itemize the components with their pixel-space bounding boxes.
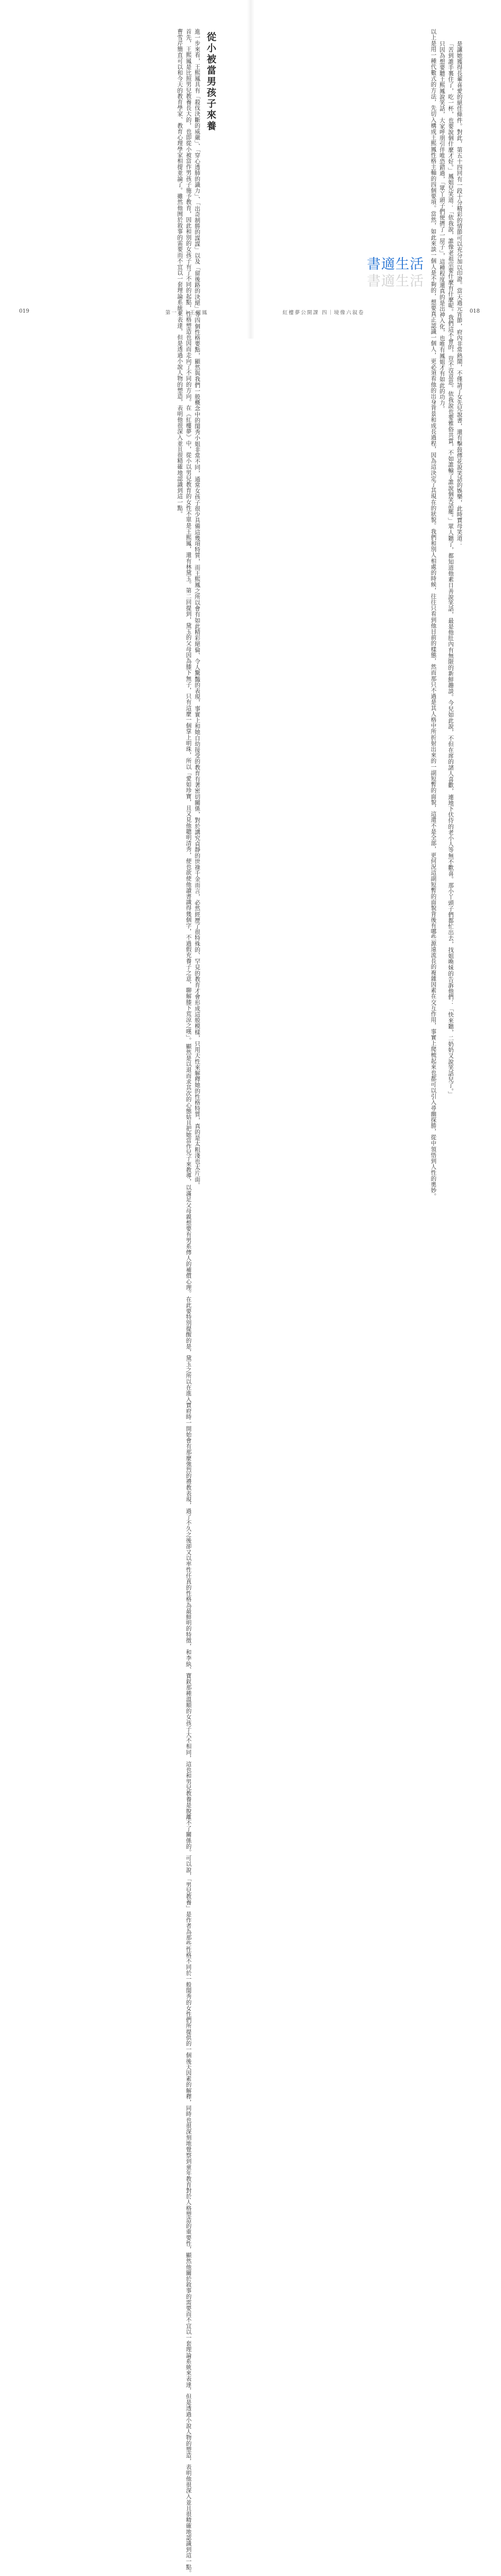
- right-body-quote: 「苦到誰手裏住了，吃一杯，也要說個什麼才好。」鳳姐兒笑道：「依我說，誰像老祖宗要什麼有什麼呢。我們這不會的，豈不沒意思。依我說也要雅俗共賞，不如誰輸了誰說個笑話罷。」眾人聽了，都知道他素日善說笑話，最是他肚內有無限的新鮮趣談。今兒如此說，不但在席的諸人喜歡，連地下伏侍的老小人等無不歡喜。那小丫頭子們都忙出去，找姐喚妹的告訴他們：「快來聽，二奶奶又說笑話兒了。」: [447, 41, 454, 1097]
- left-running-head: 第一章｜王熙鳳: [165, 310, 208, 316]
- right-page-number: 018: [469, 308, 480, 314]
- watermark-line-primary: 書適生活: [367, 256, 425, 272]
- left-page: [0, 0, 250, 2576]
- right-running-head: 紅樓夢公開課 四｜境像六叙卷: [283, 310, 365, 316]
- right-body-before-quote: 是讓她獲得長輩喜愛的絕佳條件。對此，第五十四回有一段十分精彩的情節可以充分加以印證。當天過元宵節，府內非常熱鬧，不僅請了女先兒說書，還有擊鼓傳花說笑話的娛樂，此時賈母笑道：: [456, 41, 463, 547]
- watermark-line-faded: 書適生活: [367, 273, 425, 289]
- section-title: 從小被當男孩子來養: [205, 32, 216, 132]
- left-page-number: 019: [19, 308, 30, 314]
- watermark-logo: [367, 253, 425, 301]
- left-page-body: 進一步來看，王熙鳳具有「殺伐決斷的威嚴」、「穿心透肺的識力」、「出奇制勝的謀謀」以及「留後路的決絕」等四個性格要點，顯然與我們一般概念中的閨秀小姐非常不同，通常女孩子很少具備這幾項特質，而王熙鳳之所以會有如此精彩絕倫、令人驚豔的表現，事實上和她自幼接受的教育有著密切關係，對於講究貞靜的世祿千金而言，必然經歷了很特殊的、罕見的教育才會形成這般模樣，只用天性來解釋她的性格特質，真的是太粗淺也太片面。 首先，王熙鳳是比照男兒教養長大的，也即從小被當作男孩子施予教育，因此和別的女孩子有了不同的起點，性格塑造也因而走向了不同的方向。在《紅樓夢》中，從小以男兒教育的女性不單是王熙鳳，還有林黛玉。第二回提到，黛玉的父母因為膝下無子，只有這麼一個掌上明珠，所以「愛如珍寶，且又見他聰明清秀，便也欲使他讀書識得幾個字，不過假充養子之意，聊解膝下荒涼之嘆」。顯然是以退而求其次的心態姑且把她當作兒子來教導，以滿足父母親想要有男系傳人的補償心理。在此要特別提醒的是，黛玉之所以在進入賈府時一開始會有那麼強烈的禮教表現，過了不久之後卻又以率性任真的性格為最鮮明的特徵，和李紈、寶釵那種溫順的女孩子大不相同，這也和男兒教養是脫離不了關係的。可以說，「男兒教養」是作者為那些性格不同於一般閨秀的女性們所提供的一個後天因素的解釋，同時也很深刻地覺察到童年教育對於人格塑造的重要性，顯然他關於敘事的需要而不宜以一套理論系統來表達，但是透過小說人物的塑造，表明他很深入並且很精確地認識到這一點。 曹雪芹簡直可以和今天的教育學家、教育心理學家相提並論了。雖然他囿於敘事的需要而不宜以一套理論系統來表達，但是透過小說人物的塑造，表明他很深入並且很精確地認識到這一點。: [177, 29, 200, 2576]
- right-body-after-quote: 只因為想要聽王熙鳳說笑話，大家呼朋引伴唯恐錯過，「眾丫頭子們便擠了一屋子」，這種程度還真的是出神入化，也唯有鳳姐才有如此的功力。 以上是用一種代數式的方法，先切入構成王熙鳳性格主軸的四個要項。當然，如此來談一個人是不夠的，想要真正認識一個人，更必須看他的出身背景和成長過程，因為這決定了其現在的狀貌。我們和別人相處的時候，往往只看到他目前的樣態，然而那只不過是其人格中所折射出來的一副短暫的面貌，這還不是全部，更何況這副短暫的面貌背後有哪些源遠流長的複雜因素在交互作用，事實上爬梳起來也都可以引入尋幽探勝，從中領悟到人性的奧妙。: [430, 29, 445, 1199]
